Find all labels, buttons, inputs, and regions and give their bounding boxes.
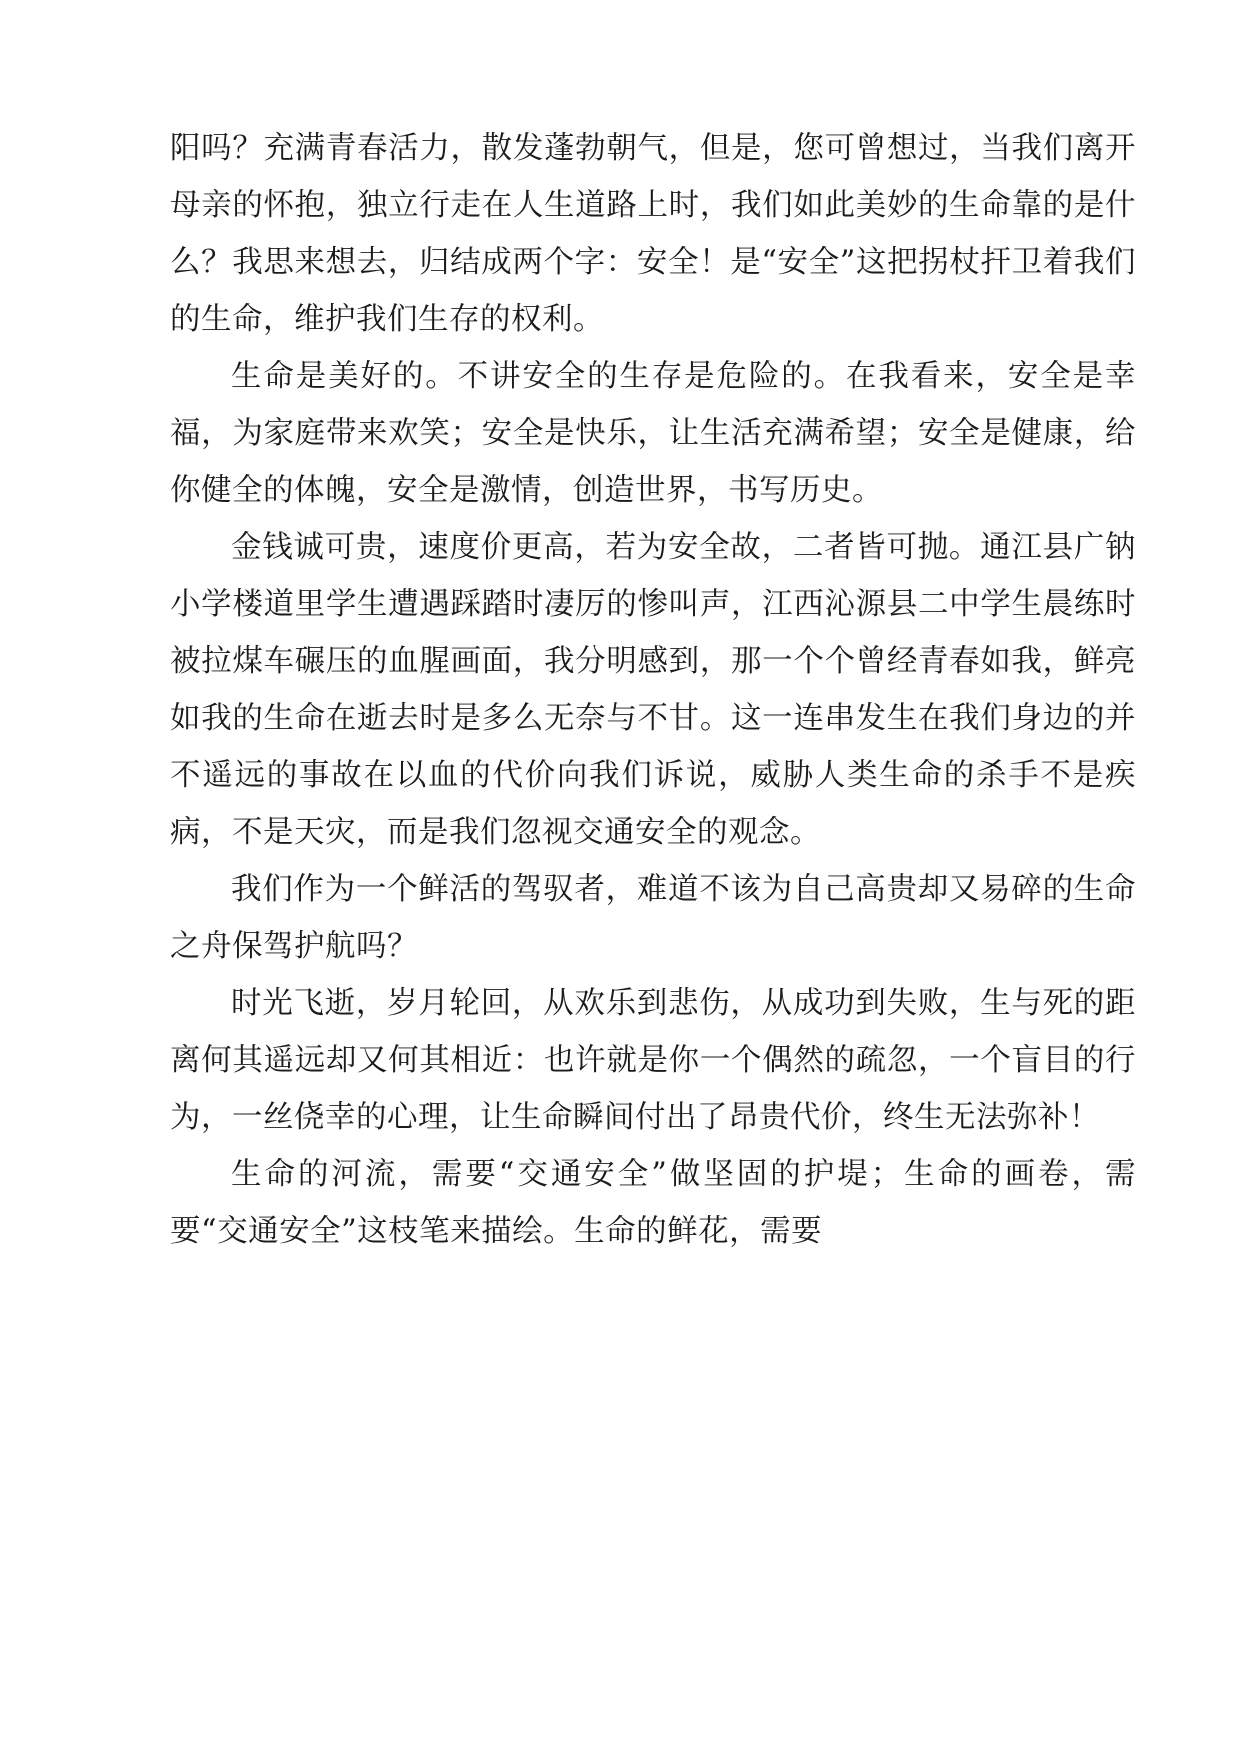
paragraph-5: 时光飞逝，岁月轮回，从欢乐到悲伤，从成功到失败，生与死的距离何其遥远却又何其相近：也许就是你一个偶然的疏忽，一个盲目的行为，一丝侥幸的心理，让生命瞬间付出了昂贵代价，终生无法弥补！ [170, 986, 1136, 1135]
document-body [170, 120, 1136, 1260]
paragraph-3: 金钱诚可贵，速度价更高，若为安全故，二者皆可抛。通江县广钠小学楼道里学生遭遇踩踏时凄厉的惨叫声，江西沁源县二中学生晨练时被拉煤车碾压的血腥画面，我分明感到，那一个个曾经青春如我，鲜亮如我的生命在逝去时是多么无奈与不甘。这一连串发生在我们身边的并不遥远的事故在以血的代价向我们诉说，威胁人类生命的杀手不是疾病，不是天灾，而是我们忽视交通安全的观念。 [170, 530, 1136, 850]
paragraph-2: 生命是美好的。不讲安全的生存是危险的。在我看来，安全是幸福，为家庭带来欢笑；安全是快乐，让生活充满希望；安全是健康，给你健全的体魄，安全是激情，创造世界，书写历史。 [170, 359, 1136, 508]
paragraph-6: 生命的河流，需要“交通安全”做坚固的护堤；生命的画卷，需要“交通安全”这枝笔来描绘。生命的鲜花，需要 [170, 1157, 1136, 1249]
paragraph-1: 阳吗？充满青春活力，散发蓬勃朝气，但是，您可曾想过，当我们离开母亲的怀抱，独立行走在人生道路上时，我们如此美妙的生命靠的是什么？我思来想去，归结成两个字：安全！是“安全”这把拐杖扞卫着我们的生命，维护我们生存的权利。 [170, 131, 1136, 337]
paragraph-4: 我们作为一个鲜活的驾驭者，难道不该为自己高贵却又易碎的生命之舟保驾护航吗？ [170, 872, 1136, 964]
